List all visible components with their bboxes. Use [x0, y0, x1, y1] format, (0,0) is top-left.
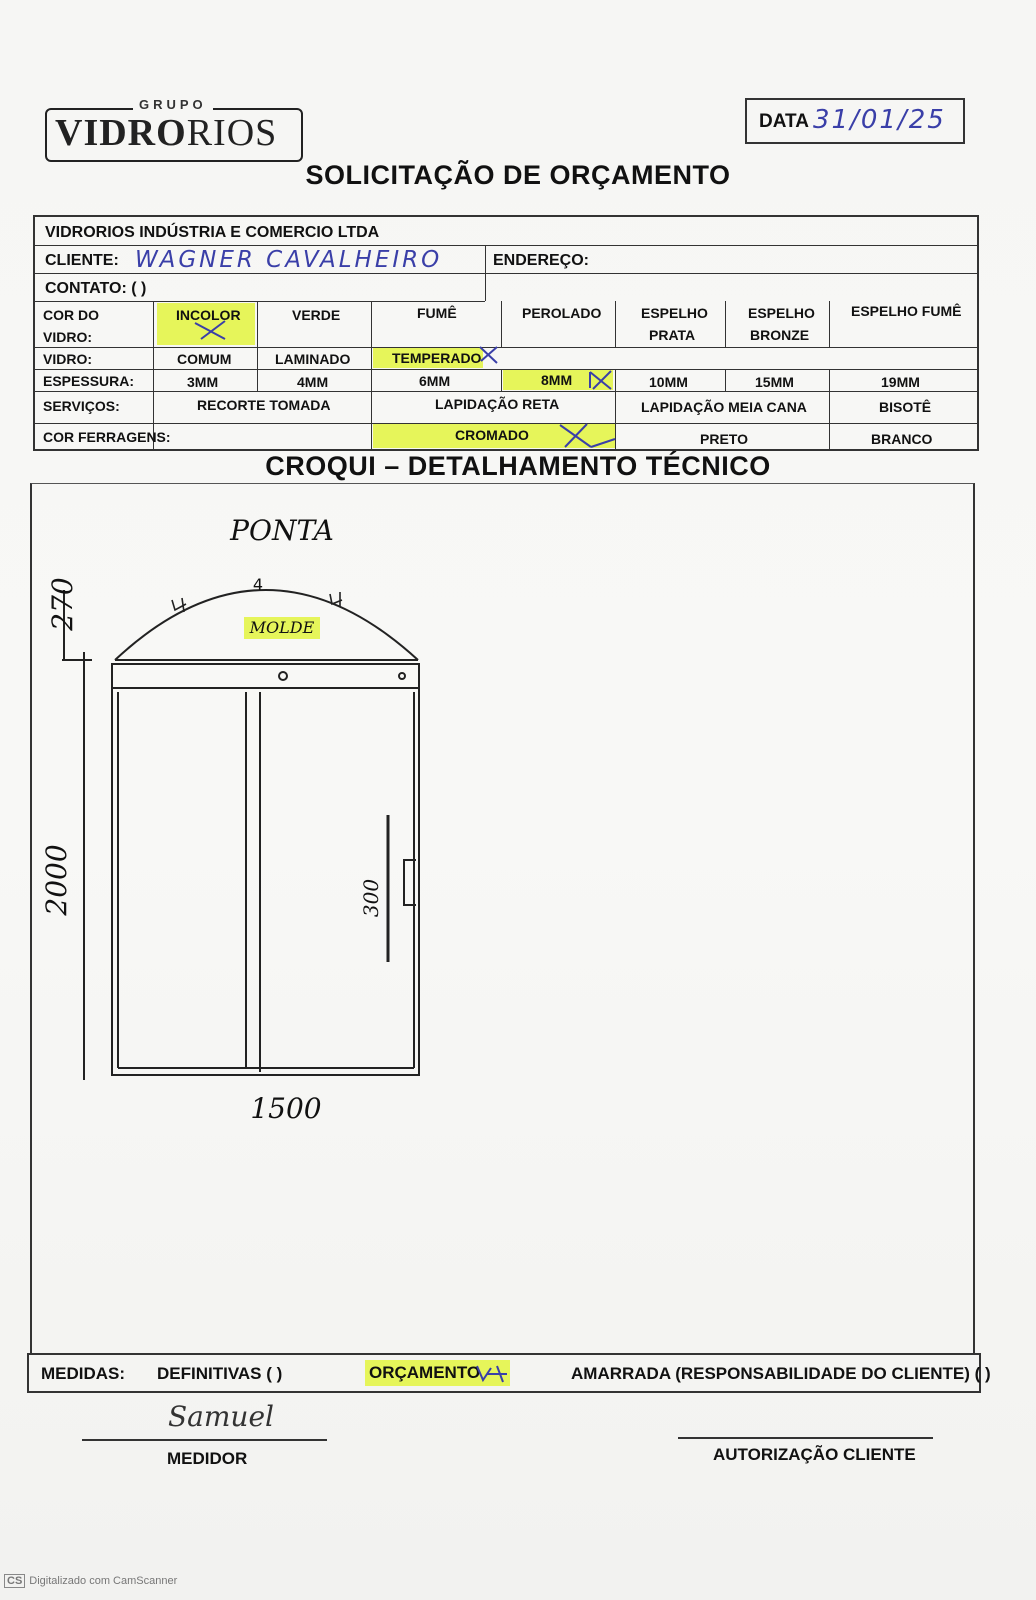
cliente-label: CLIENTE:: [45, 252, 119, 269]
door-frame: [112, 664, 419, 1075]
espessura-8mm: 8MM: [541, 372, 573, 388]
cor-option-espelho-bronze-1: ESPELHO: [748, 305, 815, 321]
hole-mark-2: [399, 673, 405, 679]
servico-recorte-tomada: RECORTE TOMADA: [197, 397, 331, 413]
page-title: SOLICITAÇÃO DE ORÇAMENTO: [305, 160, 731, 190]
definitivas-option: DEFINITIVAS ( ): [157, 1364, 283, 1383]
servico-lapidacao-reta: LAPIDAÇÃO RETA: [435, 396, 560, 412]
logo-grupo-text: GRUPO: [133, 97, 213, 112]
cor-option-fume: FUMÊ: [417, 305, 457, 321]
cliente-signature-line: [678, 1437, 933, 1439]
cor-option-espelho-prata-2: PRATA: [649, 327, 696, 343]
servicos-label: SERVIÇOS:: [43, 398, 120, 414]
scanner-note: Digitalizado com CamScanner: [29, 1575, 178, 1587]
orcamento-option: ORÇAMENTO: [365, 1360, 510, 1386]
width-label: 1500: [250, 1092, 322, 1125]
ferragens-preto: PRETO: [700, 431, 748, 447]
contato-label: CONTATO: ( ): [45, 280, 147, 297]
servico-bisote: BISOTÊ: [879, 399, 932, 415]
cliente-value: WAGNER CAVALHEIRO: [135, 247, 443, 273]
medidor-signature-line: [82, 1439, 327, 1441]
ferragens-label: COR FERRAGENS:: [43, 429, 171, 445]
cor-option-espelho-bronze-2: BRONZE: [750, 327, 810, 343]
date-value: 31/01/25: [813, 105, 946, 135]
amarrada-option: AMARRADA (RESPONSABILIDADE DO CLIENTE) ( ): [571, 1364, 991, 1383]
vidro-label: VIDRO:: [43, 351, 92, 367]
date-label: DATA: [759, 111, 809, 132]
espessura-10mm: 10MM: [649, 374, 688, 390]
medidor-signature: Samuel: [168, 1400, 274, 1433]
espessura-3mm: 3MM: [187, 374, 219, 390]
espessura-4mm: 4MM: [297, 374, 329, 390]
cor-option-verde: VERDE: [292, 307, 341, 323]
vidro-option-temperado: TEMPERADO: [392, 350, 482, 366]
cor-option-incolor: INCOLOR: [176, 307, 241, 323]
arch-height-label: 270: [46, 577, 79, 631]
company-name: VIDRORIOS INDÚSTRIA E COMERCIO LTDA: [45, 224, 380, 241]
orcamento-check-mark: [473, 1362, 513, 1386]
camscanner-icon: CS: [4, 1574, 25, 1588]
espessura-15mm: 15MM: [755, 374, 794, 390]
logo-brand-light: RIOS: [186, 112, 278, 154]
cor-vidro-label-1: COR DO: [43, 307, 99, 323]
espessura-19mm: 19MM: [881, 374, 920, 390]
servico-lapidacao-meia-cana: LAPIDAÇÃO MEIA CANA: [641, 399, 807, 415]
cor-vidro-label-2: VIDRO:: [43, 329, 92, 345]
scanner-footer: [4, 1574, 177, 1588]
clip-mark-left: [172, 598, 186, 612]
vidro-option-laminado: LAMINADO: [275, 351, 351, 367]
cor-option-perolado: PEROLADO: [522, 305, 602, 321]
medidas-label: MEDIDAS:: [41, 1364, 126, 1383]
croqui-title: CROQUI – DETALHAMENTO TÉCNICO: [265, 451, 771, 481]
cor-option-espelho-prata-1: ESPELHO: [641, 305, 708, 321]
autorizacao-cliente-label: AUTORIZAÇÃO CLIENTE: [713, 1445, 916, 1464]
hole-mark-1: [279, 672, 287, 680]
ferragens-cromado: CROMADO: [455, 427, 529, 443]
ferragens-branco: BRANCO: [871, 431, 933, 447]
molde-label: MOLDE: [249, 618, 315, 637]
measures-footer: [27, 1353, 991, 1393]
hole-mark-label: 4: [252, 575, 264, 594]
ponta-note: PONTA: [230, 514, 334, 547]
espessura-6mm: 6MM: [419, 373, 451, 389]
espessura-label: ESPESSURA:: [43, 373, 135, 389]
door-height-label: 2000: [40, 844, 73, 916]
endereco-label: ENDEREÇO:: [493, 252, 590, 269]
handle-length-label: 300: [359, 878, 383, 918]
medidor-label: MEDIDOR: [167, 1449, 248, 1468]
vidro-option-comum: COMUM: [177, 351, 232, 367]
cor-option-espelho-fume: ESPELHO FUMÊ: [851, 303, 962, 319]
logo-brand-bold: VIDRO: [55, 112, 187, 154]
